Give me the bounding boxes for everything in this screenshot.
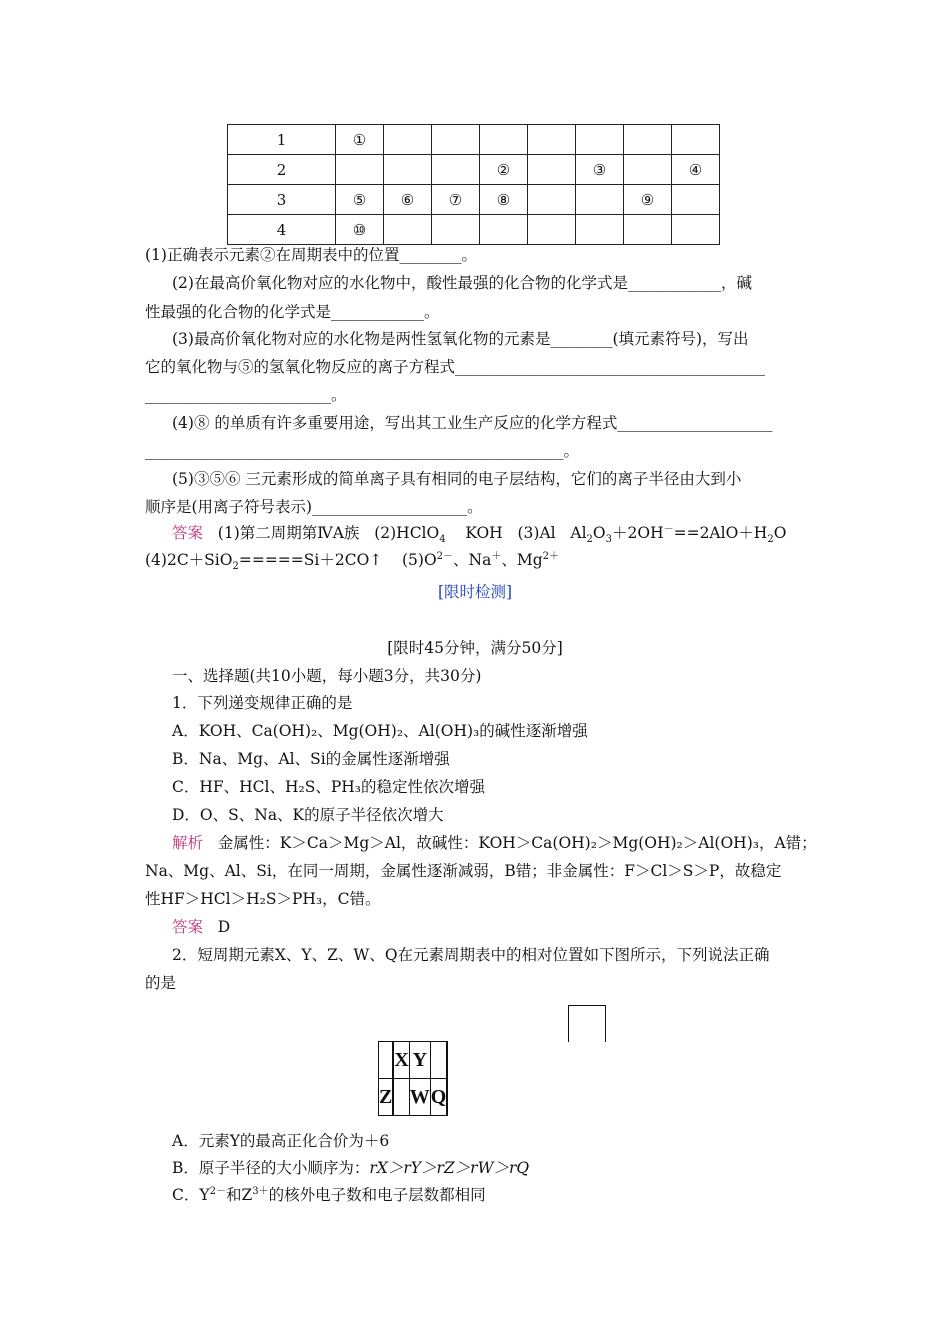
- answer-5-ions: $(5)O^{2-}$、Na＋、$Mg^{2+}$: [402, 550, 560, 569]
- analysis-text-1: 金属性：K＞Ca＞Mg＞Al，故碱性：KOH＞Ca(OH)₂＞Mg(OH)₂＞Al(OH)₃，A错；: [217, 834, 817, 852]
- table-cell: [528, 155, 576, 185]
- table-cell: [624, 125, 672, 155]
- question-5-line1: (5)③⑤⑥ 三元素形成的简单离子具有相同的电子层结构，它们的离子半径由大到小: [172, 470, 742, 488]
- problem-1-option-d: D．O、S、Na、K的原子半径依次增大: [172, 806, 444, 824]
- table-cell: [432, 155, 480, 185]
- answer-label: 答案: [172, 918, 204, 936]
- answer-line-1: [172, 523, 787, 546]
- question-4-line1: (4)⑧ 的单质有许多重要用途，写出其工业生产反应的化学方程式____________________: [172, 414, 773, 432]
- grid-table: [378, 1041, 448, 1116]
- radius-order: rX＞rY＞rZ＞rW＞rQ: [369, 1159, 530, 1177]
- answer-3-equation: $Al_2O_3+2OH^-==2AlO+H_2O$: [570, 523, 787, 546]
- table-cell: ④: [672, 155, 720, 185]
- table-row: [228, 185, 720, 215]
- problem-2-option-c: C．$Y^{2-}$和$Z^{3+}$的核外电子数和电子层数都相同: [172, 1185, 486, 1204]
- table-cell: [384, 125, 432, 155]
- grid-cell: [379, 1042, 393, 1079]
- table-cell: [480, 215, 528, 245]
- problem-2-option-a: A．元素Y的最高正化合价为＋6: [172, 1132, 390, 1150]
- answer-2-acid: (2)HClO$_4$: [374, 524, 446, 546]
- answer-value: D: [217, 918, 231, 936]
- period-number: 2: [228, 155, 336, 185]
- table-cell: ⑧: [480, 185, 528, 215]
- problem-1-analysis-line3: 性HF＞HCl＞H₂S＞PH₃，C错。: [145, 890, 381, 908]
- problem-2-option-b: B．原子半径的大小顺序为：rX＞rY＞rZ＞rW＞rQ: [172, 1159, 530, 1177]
- grid-cell: Q: [430, 1079, 447, 1116]
- table-cell: [480, 125, 528, 155]
- table-cell: ⑦: [432, 185, 480, 215]
- problem-2-stem-line2: 的是: [145, 974, 177, 992]
- table-cell: [672, 215, 720, 245]
- question-4-line2: ______________________________________________________。: [145, 442, 580, 460]
- problem-1-analysis-line1: [172, 833, 817, 853]
- table-row: [228, 215, 720, 245]
- table-cell: [528, 125, 576, 155]
- question-5-line2: 顺序是(用离子符号表示)____________________。: [145, 498, 483, 516]
- question-3-line1: (3)最高价氧化物对应的水化物是两性氢氧化物的元素是________(填元素符号)，写出: [172, 330, 749, 348]
- grid-row: [379, 1042, 448, 1079]
- answer-2-base: KOH: [465, 524, 503, 542]
- table-cell: ⑨: [624, 185, 672, 215]
- table-cell: [432, 125, 480, 155]
- grid-cell: [394, 1079, 409, 1116]
- grid-cell: [447, 1079, 448, 1116]
- grid-top-cell: [568, 1005, 606, 1042]
- table-cell: [672, 185, 720, 215]
- answer-3-element: (3)Al: [517, 524, 556, 542]
- problem-1-option-a: A．KOH、Ca(OH)₂、Mg(OH)₂、Al(OH)₃的碱性逐渐增强: [172, 722, 588, 740]
- grid-cell: Y: [409, 1042, 430, 1079]
- table-cell: [624, 215, 672, 245]
- period-number: 1: [228, 125, 336, 155]
- table-cell: ③: [576, 155, 624, 185]
- question-3-line2: 它的氧化物与⑤的氢氧化物反应的离子方程式________________________________________: [145, 358, 766, 376]
- table-cell: [528, 215, 576, 245]
- table-cell: [432, 215, 480, 245]
- table-cell: [576, 215, 624, 245]
- question-1: (1)正确表示元素②在周期表中的位置________。: [145, 246, 477, 264]
- grid-cell: [430, 1042, 447, 1079]
- table-cell: ②: [480, 155, 528, 185]
- problem-1-analysis-line2: Na、Mg、Al、Si，在同一周期，金属性逐渐减弱，B错；非金属性：F＞Cl＞S＞P，故稳定: [145, 862, 782, 880]
- answer-1: (1)第二周期第ⅣA族: [217, 524, 360, 542]
- grid-cell: W: [409, 1079, 430, 1116]
- answer-label: 答案: [172, 524, 204, 542]
- table-cell: [624, 155, 672, 185]
- answer-4-equation: (4)2C＋SiO$_2$=====Si＋2CO↑: [145, 551, 383, 573]
- table-cell: [384, 155, 432, 185]
- problem-1-answer: [172, 917, 230, 937]
- question-2-line2: 性最强的化合物的化学式是____________。: [145, 303, 440, 321]
- grid-cell: [447, 1042, 448, 1079]
- table-row: [228, 155, 720, 185]
- table-row: [228, 125, 720, 155]
- problem-2-stem-line1: 2．短周期元素X、Y、Z、W、Q在元素周期表中的相对位置如下图所示，下列说法正确: [172, 946, 770, 964]
- problem-1-option-c: C．HF、HCl、H₂S、PH₃的稳定性依次增强: [172, 778, 485, 796]
- problem-1-option-b: B．Na、Mg、Al、Si的金属性逐渐增强: [172, 750, 450, 768]
- element-position-table: [227, 124, 720, 245]
- section-title: [限时检测]: [437, 583, 513, 601]
- answer-line-2: [145, 550, 560, 573]
- period-number: 4: [228, 215, 336, 245]
- period-number: 3: [228, 185, 336, 215]
- grid-cell: X: [394, 1042, 409, 1079]
- analysis-label: 解析: [172, 834, 204, 852]
- question-2-line1: (2)在最高价氧化物对应的水化物中，酸性最强的化合物的化学式是____________，碱: [172, 274, 752, 292]
- table-cell: [672, 125, 720, 155]
- grid-cell: Z: [379, 1079, 393, 1116]
- table-cell: [576, 125, 624, 155]
- table-cell: [336, 155, 384, 185]
- table-cell: [384, 215, 432, 245]
- table-cell: ⑥: [384, 185, 432, 215]
- table-cell: ⑤: [336, 185, 384, 215]
- table-cell: [576, 185, 624, 215]
- table-cell: [528, 185, 576, 215]
- table-cell: ①: [336, 125, 384, 155]
- table-cell: ⑩: [336, 215, 384, 245]
- problem-1-stem: 1．下列递变规律正确的是: [172, 694, 353, 712]
- question-3-line3: ________________________。: [145, 386, 347, 404]
- part-1-heading: 一、选择题(共10小题，每小题3分，共30分): [172, 667, 482, 685]
- time-limit: [限时45分钟，满分50分]: [387, 639, 563, 657]
- grid-row: [379, 1079, 448, 1116]
